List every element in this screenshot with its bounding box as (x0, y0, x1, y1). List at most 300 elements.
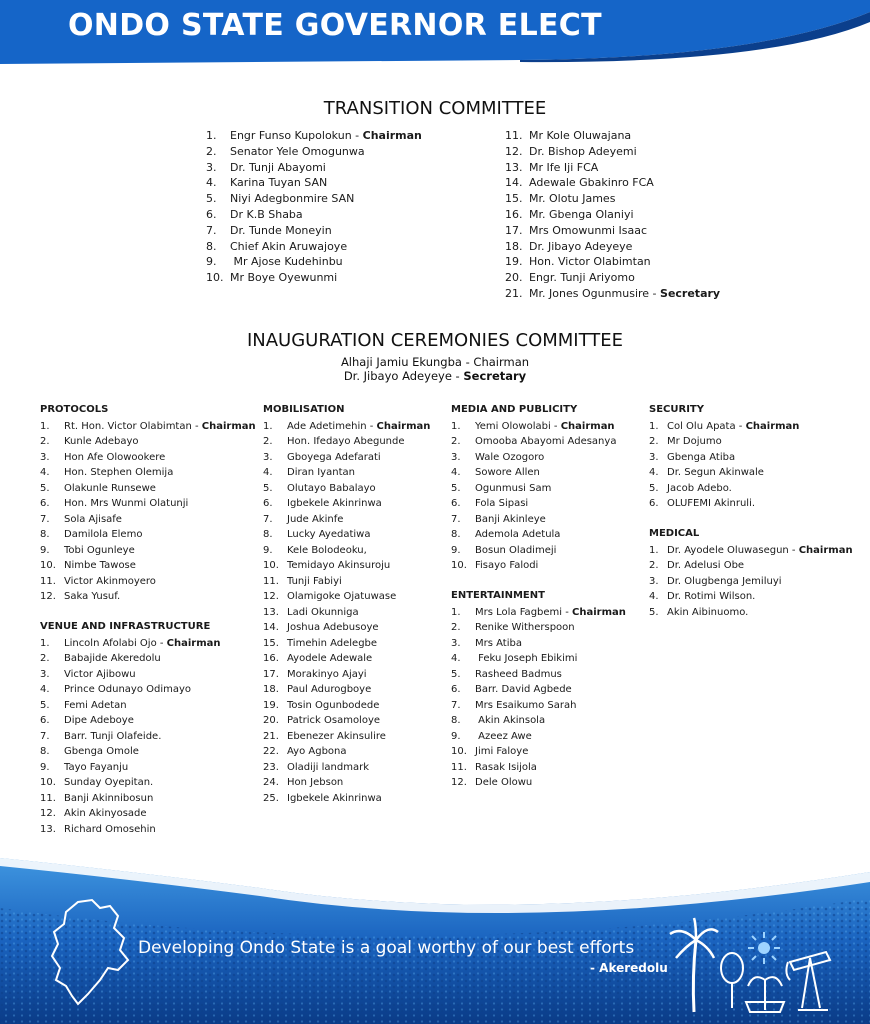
item-number: 4. (40, 467, 50, 478)
member-name: Tunji Fabiyi (287, 575, 342, 587)
list-item (505, 160, 720, 176)
list-item (40, 667, 221, 683)
member-name: Akin Aibinuomo. (667, 606, 749, 618)
list-item (263, 729, 430, 745)
item-number: 5. (649, 606, 659, 618)
list-item (451, 419, 616, 435)
item-number: 8. (40, 529, 50, 540)
member-name: Dele Olowu (475, 777, 533, 788)
member-name: Igbekele Akinrinwa (287, 792, 382, 804)
member-name: Senator Yele Omogunwa (230, 144, 365, 158)
list-item (263, 512, 430, 528)
group-title: SECURITY (649, 404, 704, 415)
member-name: Ayo Agbona (287, 746, 347, 757)
list-item (451, 543, 616, 559)
list-item (451, 775, 626, 791)
transition-list-left (206, 128, 422, 286)
list-item (263, 419, 430, 435)
item-number: 20. (505, 271, 523, 285)
list-item (505, 286, 720, 302)
item-number: 8. (451, 529, 461, 540)
member-name: Adewale Gbakinro FCA (529, 176, 654, 190)
member-name: Ayodele Adewale (287, 653, 373, 664)
item-number: 9. (451, 544, 461, 556)
item-number: 6. (451, 498, 461, 509)
member-name: Sola Ajisafe (64, 513, 122, 525)
list-item (451, 667, 626, 683)
list-item (451, 744, 626, 760)
member-name: Ogunmusi Sam (475, 482, 552, 494)
member-name: Mr. Jones Ogunmusire - (529, 286, 661, 300)
list-item (40, 729, 221, 745)
item-number: 14. (263, 622, 279, 633)
member-name: Temidayo Akinsuroju (287, 560, 391, 571)
list-item (451, 760, 626, 776)
item-number: 6. (263, 498, 273, 509)
item-number: 1. (40, 637, 50, 649)
item-number: 13. (505, 160, 523, 174)
member-name: Olutayo Babalayo (287, 482, 376, 494)
item-number: 2. (451, 436, 461, 447)
list-item (263, 760, 430, 776)
list-item (40, 558, 256, 574)
member-name: Mr Dojumo (667, 436, 722, 447)
list-item (40, 434, 256, 450)
member-role: Secretary (660, 286, 721, 300)
list-item (263, 558, 430, 574)
member-name: Tosin Ogunbodede (287, 699, 380, 711)
member-name: Ade Adetimehin - (287, 420, 377, 432)
member-name: Dr. Tunde Moneyin (230, 223, 332, 237)
member-role: Chairman (201, 420, 256, 432)
item-number: 21. (263, 730, 279, 742)
item-number: 4. (451, 467, 461, 478)
item-number: 21. (505, 286, 523, 300)
member-name: Dr. Bishop Adeyemi (529, 144, 637, 158)
list-item (451, 465, 616, 481)
member-name: Jacob Adebo. (667, 482, 732, 494)
member-name: Dr K.B Shaba (230, 207, 303, 221)
list-item (206, 207, 422, 223)
list-item (40, 760, 221, 776)
list-item (505, 223, 720, 239)
list-item (649, 589, 853, 605)
member-name: Mrs Atiba (475, 637, 522, 649)
item-number: 5. (649, 482, 659, 494)
item-number: 10. (40, 777, 56, 788)
item-number: 9. (263, 544, 273, 556)
member-name: Jimi Faloye (475, 746, 529, 757)
member-name: Mr Ajose Kudehinbu (230, 255, 343, 269)
item-number: 2. (649, 436, 659, 447)
item-number: 4. (649, 467, 659, 478)
list-item (263, 713, 430, 729)
member-role: Chairman (376, 420, 431, 432)
item-number: 7. (40, 513, 50, 525)
member-name: Gboyega Adefarati (287, 451, 381, 463)
member-name: Barr. Tunji Olafeide. (64, 730, 162, 742)
list-item (263, 636, 430, 652)
item-number: 6. (451, 684, 461, 695)
list-item (40, 744, 221, 760)
list-item (649, 481, 799, 497)
member-name: Babajide Akeredolu (64, 653, 161, 664)
list-item (263, 481, 430, 497)
list-item (263, 605, 430, 621)
item-number: 2. (263, 436, 273, 447)
group-list (649, 419, 799, 512)
member-name: Banji Akinleye (475, 513, 546, 525)
item-number: 6. (649, 498, 659, 509)
member-name: Col Olu Apata - (667, 420, 746, 432)
list-item (263, 543, 430, 559)
list-item (451, 434, 616, 450)
item-number: 5. (40, 699, 50, 711)
item-number: 2. (40, 653, 50, 664)
member-name: Mrs Esaikumo Sarah (475, 699, 577, 711)
list-item (263, 589, 430, 605)
item-number: 15. (263, 637, 279, 649)
list-item (505, 239, 720, 255)
secretary-name: Dr. Jibayo Adeyeye - (343, 369, 464, 383)
list-item (649, 558, 853, 574)
item-number: 22. (263, 746, 279, 757)
member-name: Diran Iyantan (287, 467, 355, 478)
list-item (40, 698, 221, 714)
list-item (40, 822, 221, 838)
group-entertainment (451, 588, 626, 791)
item-number: 19. (263, 699, 279, 711)
item-number: 15. (505, 192, 523, 206)
list-item (40, 806, 221, 822)
member-name: Dr. Olugbenga Jemiluyi (667, 575, 782, 587)
item-number: 5. (451, 668, 461, 680)
member-name: Olakunle Runsewe (64, 482, 156, 494)
list-item (263, 698, 430, 714)
list-item (263, 775, 430, 791)
list-item (206, 160, 422, 176)
member-name: Victor Akinmoyero (64, 575, 156, 587)
list-item (451, 512, 616, 528)
item-number: 7. (40, 730, 50, 742)
member-name: Karina Tuyan SAN (230, 176, 328, 190)
member-name: Ademola Adetula (475, 529, 561, 540)
inauguration-committee-heading: INAUGURATION CEREMONIES COMMITTEE (246, 330, 624, 351)
list-item (40, 713, 221, 729)
item-number: 5. (263, 482, 273, 494)
member-name: Tobi Ogunleye (64, 544, 135, 556)
member-name: Azeez Awe (475, 730, 532, 742)
item-number: 23. (263, 761, 279, 773)
member-name: Richard Omosehin (64, 823, 156, 835)
header-banner (0, 0, 870, 70)
list-item (505, 144, 720, 160)
member-name: Mr. Gbenga Olaniyi (529, 207, 634, 221)
member-name: Banji Akinnibosun (64, 792, 154, 804)
list-item (206, 144, 422, 160)
list-item (451, 496, 616, 512)
member-role: Chairman (362, 129, 422, 142)
inauguration-chairman-line: Alhaji Jamiu Ekungba - Chairman (340, 355, 530, 369)
member-name: Hon. Ifedayo Abegunde (287, 436, 405, 447)
member-name: Patrick Osamoloye (287, 715, 381, 726)
member-name: Fisayo Falodi (475, 560, 539, 571)
list-item (263, 527, 430, 543)
group-title: ENTERTAINMENT (451, 590, 545, 601)
member-name: Prince Odunayo Odimayo (64, 684, 192, 695)
item-number: 2. (451, 622, 461, 633)
item-number: 2. (40, 436, 50, 447)
group-title: MEDICAL (649, 528, 700, 539)
member-name: Hon. Stephen Olemija (64, 467, 174, 478)
member-name: Mr Boye Oyewunmi (230, 271, 338, 285)
item-number: 18. (505, 239, 523, 253)
member-name: Mrs Omowunmi Isaac (529, 223, 648, 237)
member-name: Hon. Mrs Wunmi Olatunji (64, 498, 189, 509)
member-name: Niyi Adegbonmire SAN (230, 192, 355, 206)
item-number: 8. (451, 715, 461, 726)
member-name: Tayo Fayanju (64, 761, 129, 773)
item-number: 9. (451, 730, 461, 742)
list-item (649, 574, 853, 590)
list-item (206, 270, 422, 286)
list-item (451, 713, 626, 729)
item-number: 1. (40, 420, 50, 432)
list-item (451, 527, 616, 543)
member-name: Wale Ozogoro (475, 451, 545, 463)
member-name: Timehin Adelegbe (287, 637, 378, 649)
item-number: 11. (263, 575, 279, 587)
transition-list-right (505, 128, 720, 302)
list-item (40, 512, 256, 528)
member-name: Dr. Rotimi Wilson. (667, 591, 756, 602)
item-number: 10. (451, 560, 467, 571)
list-item (649, 543, 853, 559)
list-item (451, 698, 626, 714)
group-medical (649, 526, 853, 620)
item-number: 1. (206, 129, 217, 142)
member-name: Chief Akin Aruwajoye (230, 239, 348, 253)
item-number: 4. (263, 467, 273, 478)
item-number: 9. (40, 544, 50, 556)
item-number: 4. (451, 653, 461, 664)
member-name: Sunday Oyepitan. (64, 777, 154, 788)
list-item (206, 254, 422, 270)
list-item (206, 191, 422, 207)
member-name: Sowore Allen (475, 467, 540, 478)
item-number: 2. (649, 560, 659, 571)
item-number: 6. (206, 207, 217, 221)
item-number: 17. (263, 668, 279, 680)
list-item (40, 419, 256, 435)
group-list (263, 419, 430, 807)
item-number: 3. (649, 451, 659, 463)
member-name: Dipe Adeboye (64, 715, 134, 726)
list-item (451, 450, 616, 466)
member-name: Kele Bolodeoku, (287, 544, 367, 556)
member-name: Rasheed Badmus (475, 668, 562, 680)
member-name: Rasak Isijola (475, 761, 537, 773)
item-number: 24. (263, 777, 279, 788)
list-item (40, 682, 221, 698)
member-name: Dr. Adelusi Obe (667, 560, 745, 571)
item-number: 12. (505, 144, 523, 158)
list-item (649, 605, 853, 621)
list-item (505, 207, 720, 223)
group-title: PROTOCOLS (40, 404, 109, 415)
list-item (40, 589, 256, 605)
list-item (263, 651, 430, 667)
list-item (451, 605, 626, 621)
item-number: 11. (451, 761, 467, 773)
member-name: Renike Witherspoon (475, 622, 575, 633)
member-name: Dr. Segun Akinwale (667, 467, 764, 478)
item-number: 10. (263, 560, 279, 571)
list-item (206, 128, 422, 144)
item-number: 6. (40, 498, 50, 509)
secretary-role: Secretary (463, 369, 527, 383)
member-name: Lucky Ayedatiwa (287, 529, 371, 540)
member-name: Damilola Elemo (64, 529, 143, 540)
item-number: 7. (263, 513, 273, 525)
member-name: Mr. Olotu James (529, 192, 616, 206)
member-name: Gbenga Omole (64, 746, 139, 757)
item-number: 1. (263, 420, 273, 432)
item-number: 2. (206, 144, 217, 158)
item-number: 1. (451, 420, 461, 432)
list-item (451, 682, 626, 698)
list-item (505, 175, 720, 191)
item-number: 5. (206, 192, 217, 206)
member-name: Oladiji landmark (287, 761, 370, 773)
member-role: Chairman (572, 606, 626, 618)
member-name: Feku Joseph Ebikimi (475, 653, 578, 664)
list-item (649, 465, 799, 481)
item-number: 10. (206, 271, 224, 285)
member-name: Dr. Tunji Abayomi (230, 160, 326, 174)
member-name: Bosun Oladimeji (475, 544, 557, 556)
member-name: Omooba Abayomi Adesanya (475, 436, 617, 447)
item-number: 12. (40, 808, 56, 819)
list-item (40, 543, 256, 559)
item-number: 1. (649, 420, 659, 432)
footer-quote-author: - Akeredolu (590, 961, 668, 975)
item-number: 12. (451, 777, 467, 788)
list-item (40, 450, 256, 466)
item-number: 20. (263, 715, 279, 726)
list-item (40, 651, 221, 667)
member-name: Paul Adurogboye (287, 684, 372, 695)
member-name: Engr. Tunji Ariyomo (529, 271, 635, 285)
item-number: 8. (206, 239, 217, 253)
item-number: 3. (451, 637, 461, 649)
group-security (649, 402, 799, 512)
list-item (451, 636, 626, 652)
member-name: Dr. Jibayo Adeyeye (529, 239, 633, 253)
item-number: 3. (206, 160, 217, 174)
item-number: 16. (505, 207, 523, 221)
list-item (40, 496, 256, 512)
list-item (451, 620, 626, 636)
group-protocols (40, 402, 256, 605)
member-name: Igbekele Akinrinwa (287, 498, 382, 509)
member-name: Ladi Okunniga (287, 606, 359, 618)
list-item (40, 465, 256, 481)
member-name: Mr Ife Iji FCA (529, 160, 599, 174)
item-number: 3. (263, 451, 273, 463)
list-item (206, 223, 422, 239)
item-number: 4. (649, 591, 659, 602)
member-name: Barr. David Agbede (475, 684, 572, 695)
member-name: Saka Yusuf. (64, 591, 121, 602)
item-number: 3. (40, 668, 50, 680)
group-title: MOBILISATION (263, 404, 345, 415)
list-item (263, 682, 430, 698)
list-item (263, 667, 430, 683)
list-item (505, 191, 720, 207)
list-item (505, 254, 720, 270)
item-number: 12. (40, 591, 56, 602)
item-number: 25. (263, 792, 279, 804)
list-item (40, 775, 221, 791)
member-name: Engr Funso Kupolokun - (230, 129, 363, 142)
member-name: Nimbe Tawose (64, 560, 136, 571)
group-list (40, 419, 256, 605)
item-number: 10. (40, 560, 56, 571)
list-item (451, 481, 616, 497)
list-item (263, 450, 430, 466)
member-name: Lincoln Afolabi Ojo - (64, 637, 167, 649)
item-number: 9. (206, 255, 217, 269)
item-number: 13. (40, 823, 56, 835)
member-name: Victor Ajibowu (64, 668, 136, 680)
item-number: 19. (505, 255, 523, 269)
list-item (263, 465, 430, 481)
item-number: 17. (505, 223, 523, 237)
list-item (40, 791, 221, 807)
group-title: VENUE AND INFRASTRUCTURE (40, 621, 211, 632)
member-name: Hon Jebson (287, 777, 344, 788)
group-list (451, 419, 616, 574)
group-title: MEDIA AND PUBLICITY (451, 404, 578, 415)
item-number: 1. (451, 606, 461, 618)
list-item (649, 496, 799, 512)
member-name: Gbenga Atiba (667, 451, 736, 463)
member-name: Rt. Hon. Victor Olabimtan - (64, 420, 202, 432)
member-role: Chairman (745, 420, 800, 432)
list-item (206, 239, 422, 255)
list-item (649, 434, 799, 450)
item-number: 11. (40, 575, 56, 587)
item-number: 11. (505, 129, 523, 142)
item-number: 1. (649, 544, 659, 556)
member-name: Olamigoke Ojatuwase (287, 591, 397, 602)
list-item (40, 527, 256, 543)
list-item (40, 636, 221, 652)
list-item (505, 270, 720, 286)
member-name: OLUFEMI Akinruli. (667, 498, 756, 509)
list-item (649, 450, 799, 466)
member-name: Fola Sipasi (475, 498, 529, 509)
item-number: 7. (206, 223, 217, 237)
member-name: Hon Afe Olowookere (64, 451, 166, 463)
item-number: 7. (451, 513, 461, 525)
item-number: 8. (40, 746, 50, 757)
member-name: Jude Akinfe (287, 513, 344, 525)
list-item (263, 434, 430, 450)
member-name: Femi Adetan (64, 699, 127, 711)
item-number: 4. (40, 684, 50, 695)
